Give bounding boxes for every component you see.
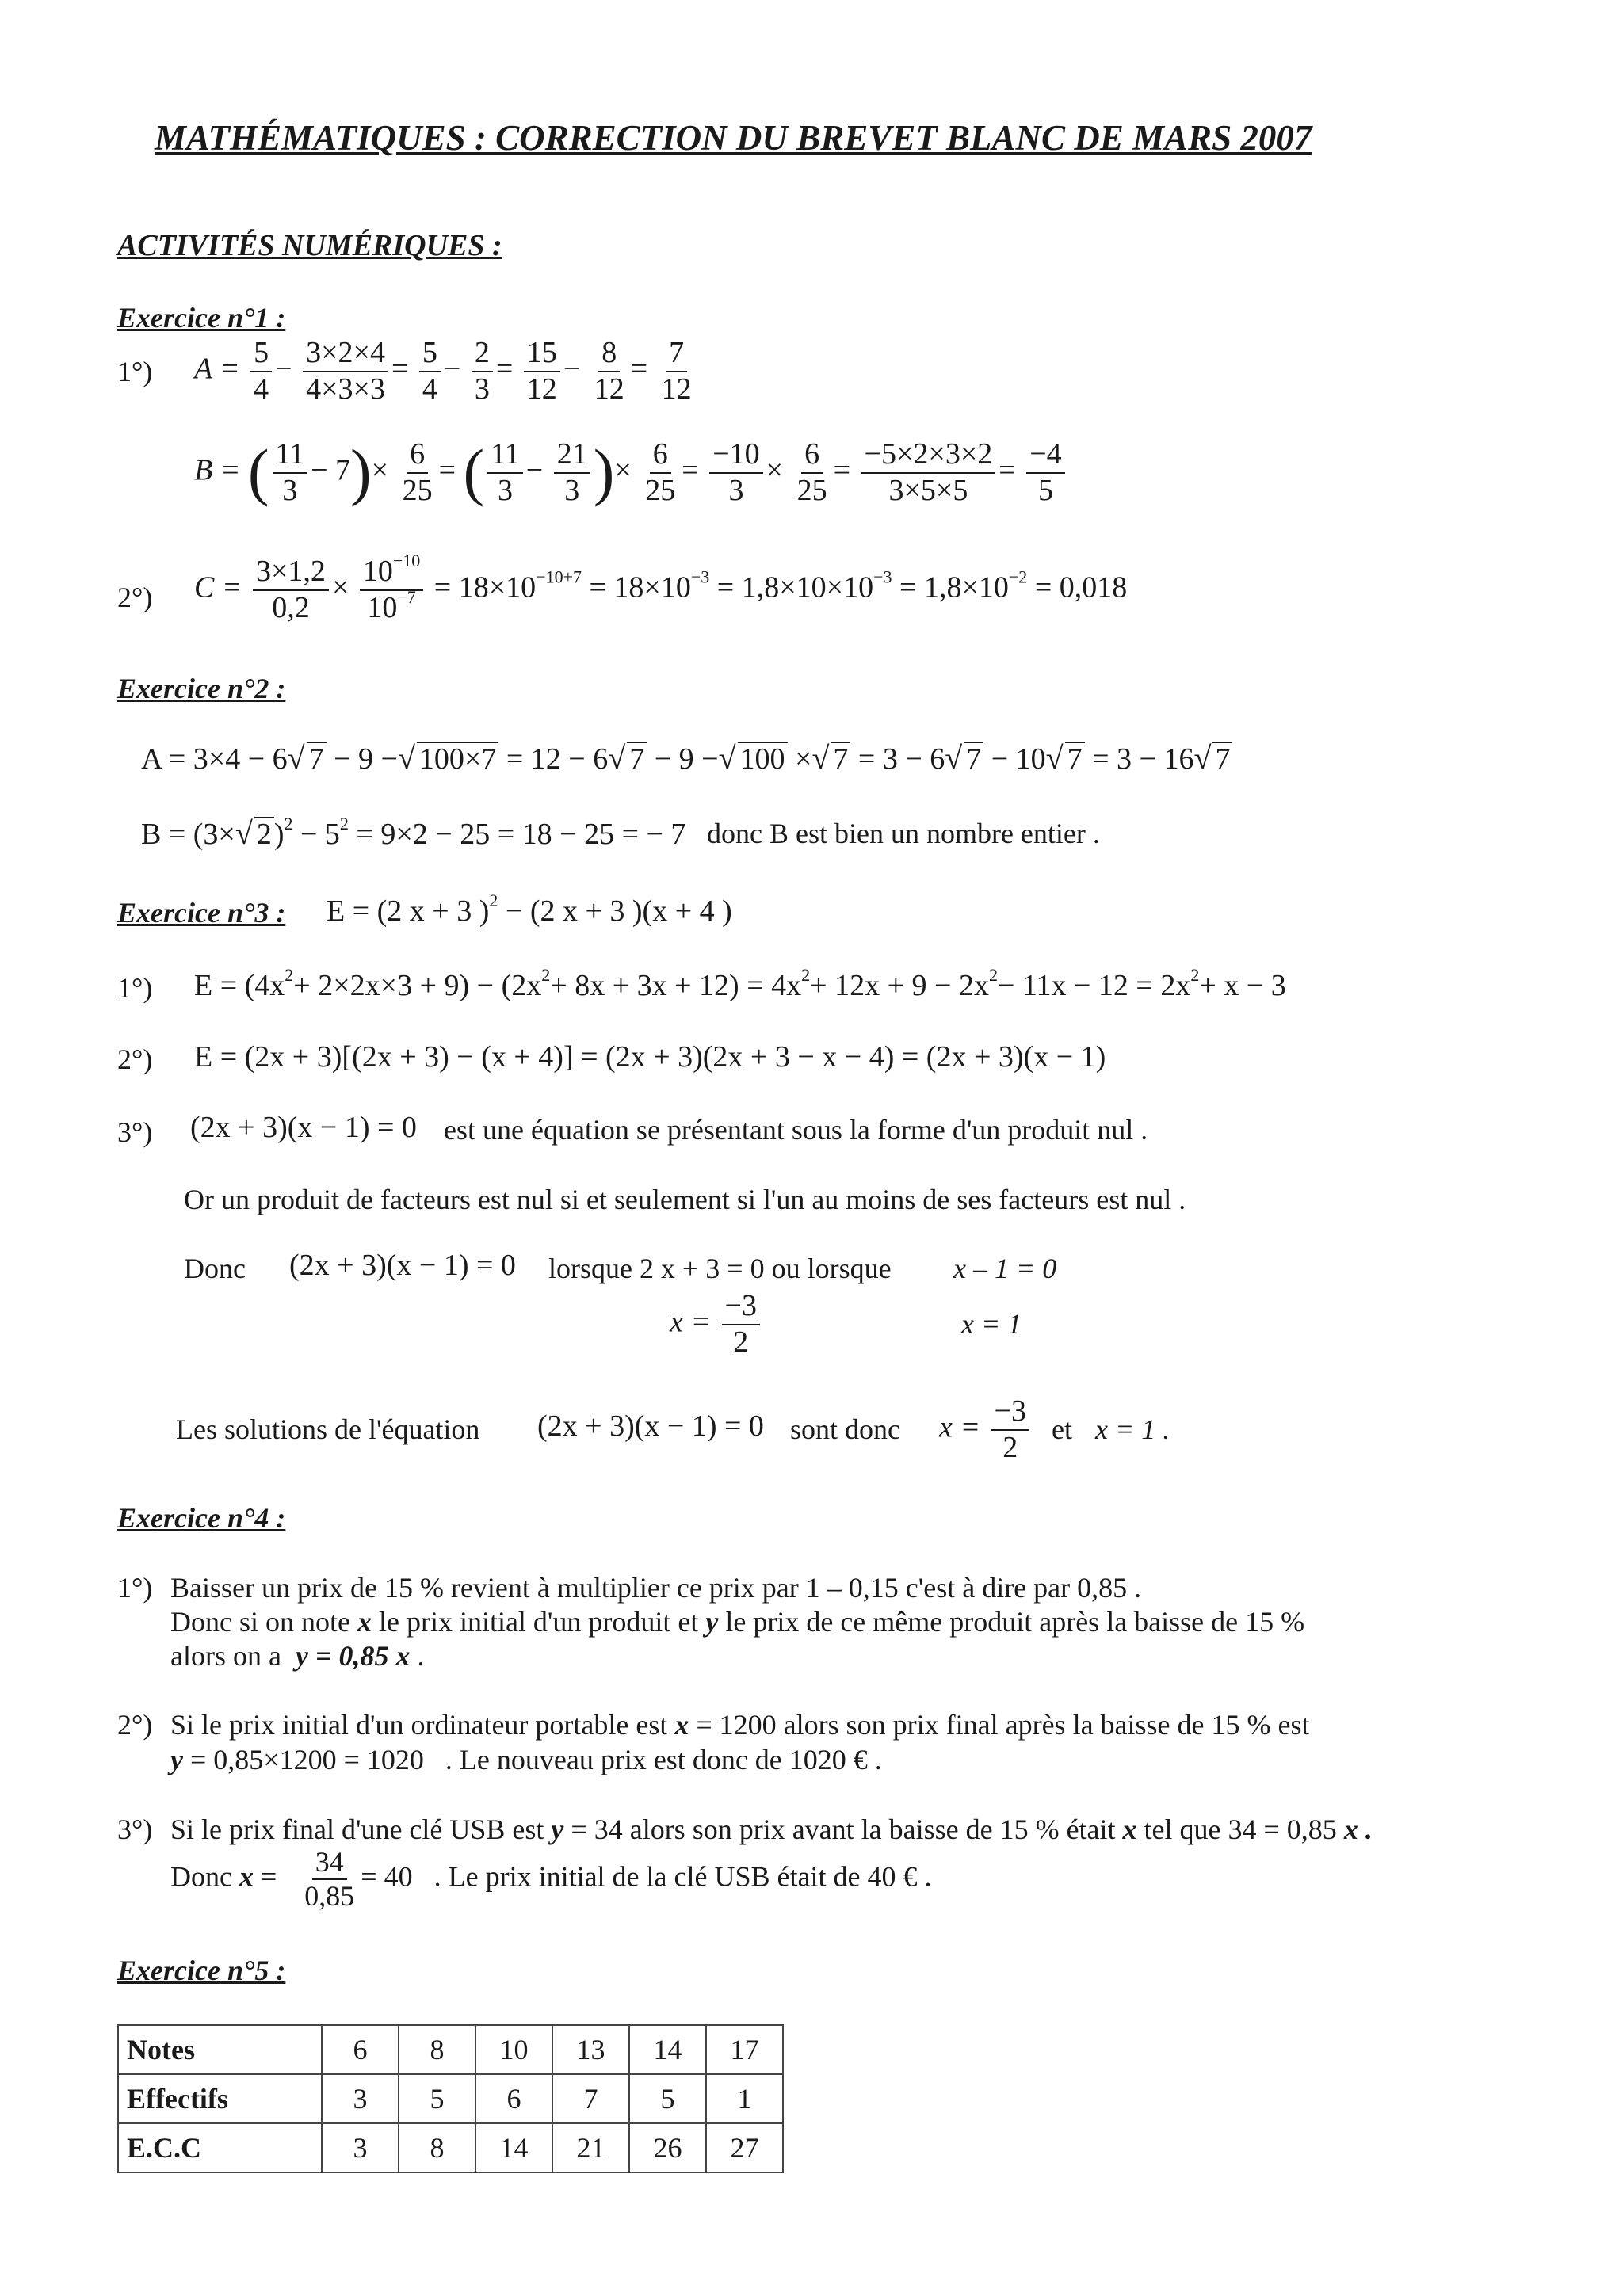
ex3-lorsque-2: x – 1 = 0 [953,1253,1057,1284]
table-cell: 26 [629,2123,706,2172]
row-label: E.C.C [118,2123,322,2172]
table-cell: 14 [475,2123,552,2172]
table-row-ecc [118,2123,783,2172]
table-cell: 1 [706,2074,783,2123]
ex3-equation: (2x + 3)(x − 1) = 0 [190,1111,417,1144]
exercise-5-heading: Exercice n°5 : [117,1955,286,1986]
table-cell: 5 [629,2074,706,2123]
exercise-1-heading: Exercice n°1 : [117,302,286,334]
ex3-equation-comment: est une équation se présentant sous la forme d'un produit nul . [444,1114,1148,1146]
statistics-table [117,2024,784,2173]
exercise-2-heading: Exercice n°2 : [117,673,286,704]
table-cell: 14 [629,2025,706,2074]
ex3-line-1: $E = (4x^2+ 2\times 2x\times 3 + 9) - (2x^2+ 8x + 3x + 12) = 4x^2+ 12x + 9 - 2x^2- 11x - 12 = 2x^2+ x - 3$ [194,965,1286,1002]
ex4-p1-line2: Donc si on note x le prix initial d'un produit et y le prix de ce même produit après la baisse de 15 % [170,1606,1305,1638]
row-label: Effectifs [118,2074,322,2123]
table-cell: 3 [322,2074,399,2123]
table-cell: 8 [399,2123,475,2172]
ex1-q2-label: 2°) [117,582,153,613]
ex1-formula-C: C = $\frac{3\times 1,2}{0,2}$ × $\frac{10^{-10}}{10^{-7}}$ = $18\times 10^{-10+7} = 18\times 10^{-3} = 1,8\times 10\times 10^{-3} = 1,8\times 10^{-2} = 0,018$ [194,551,1128,624]
ex3-conclusion-text: Les solutions de l'équation [176,1413,480,1445]
table-cell: 6 [475,2074,552,2123]
exercise-4-heading: Exercice n°4 : [117,1502,286,1534]
table-cell: 5 [399,2074,475,2123]
ex2-formula-B: B = (3×√ $2)^2 - 5^2 = 9\times 2 - 25 = 18 - 25$ = − 7 [141,814,686,851]
ex3-conclusion-equation: (2x + 3)(x − 1) = 0 [537,1409,764,1443]
ex3-donc: Donc [184,1253,246,1284]
ex3-conclusion-sont-donc: sont donc [790,1413,900,1445]
table-cell: 27 [706,2123,783,2172]
ex3-q2-label: 2°) [117,1043,153,1075]
ex3-conclusion-x2: x = 1 . [1095,1413,1170,1445]
table-row-notes [118,2025,783,2074]
ex4-q2-label: 2°) [117,1709,153,1741]
table-cell: 8 [399,2025,475,2074]
ex3-conclusion-et: et [1052,1413,1072,1445]
ex4-p2-line2: y = 0,85×1200 = 1020 . Le nouveau prix est donc de 1020 € . [170,1744,882,1775]
exercise-3-heading: Exercice n°3 : [117,897,286,929]
table-cell: 13 [552,2025,629,2074]
ex4-p3-line1: Si le prix final d'une clé USB est y = 34 alors son prix avant la baisse de 15 % était x tel que 34 = 0,85 x . [170,1814,1373,1845]
table-cell: 6 [322,2025,399,2074]
ex1-q1-label: 1°) [117,356,153,387]
table-cell: 17 [706,2025,783,2074]
ex1-formula-B: B = ( $\frac{11}{3}$ − 7)× $\frac{6}{25}$ = ( $\frac{11}{3}$ − $\frac{21}{3}$ )× $\frac{6}{25}$ = $\frac{-10}{3}$ × $\frac{6}{25}$ = $\frac{-5\times 2\times 3\times 2}{3\times 5\times 5}$ = $\frac{-4}{5}$ [194,437,1068,508]
ex3-rule: Or un produit de facteurs est nul si et seulement si l'un au moins de ses facteurs est nul . [184,1184,1186,1215]
ex3-q3-label: 3°) [117,1116,153,1148]
ex3-formula-E: E = (2 x + 3 )$^2$ − (2 x + 3 )(x + 4 ) [327,891,732,928]
ex3-q1-label: 1°) [117,972,153,1004]
ex4-p1-line3: alors on a y = 0,85 x . [170,1640,425,1672]
section-heading: ACTIVITÉS NUMÉRIQUES : [117,229,502,262]
page-title: MATHÉMATIQUES : CORRECTION DU BREVET BLANC DE MARS 2007 [155,118,1312,158]
ex3-line-2: E = (2x + 3)[(2x + 3) − (x + 4)] = (2x + 3)(2x + 3 − x − 4) = (2x + 3)(x − 1) [194,1040,1106,1074]
ex3-lorsque-1: lorsque 2 x + 3 = 0 ou lorsque [548,1253,892,1284]
ex4-p1-line1: Baisser un prix de 15 % revient à multiplier ce prix par 1 – 0,15 c'est à dire par 0,85 . [170,1572,1142,1604]
ex3-solution-1: x = $\frac{-3}{2}$ [670,1289,763,1360]
ex1-formula-A: A = $\frac{5}{4}$ − $\frac{3\times 2\times 4}{4\times 3\times 3}$ = $\frac{5}{4}$ − $\frac{2}{3}$ = $\frac{15}{12}$ − $\frac{8}{12}$ = $\frac{7}{12}$ [194,336,692,406]
ex4-q3-label: 3°) [117,1814,153,1845]
ex2-comment: donc B est bien un nombre entier . [707,818,1100,849]
ex3-solution-2: x = 1 [961,1308,1022,1340]
ex4-p2-line1: Si le prix initial d'un ordinateur portable est x = 1200 alors son prix final après la baisse de 15 % est [170,1709,1310,1741]
ex3-conclusion-x1: x = $\frac{-3}{2}$ [939,1394,1033,1465]
ex4-q1-label: 1°) [117,1572,153,1604]
table-row-effectifs [118,2074,783,2123]
ex2-formula-A: A = 3×4 − 6√ 7 − 9 −√ 100×7 = 12 − 6√ 7 − 9 −√ 100 ×√ 7 = 3 − 6√ 7 − 10√ 7 = 3 − 16√ 7 [141,741,1232,776]
ex4-p3-line2: Donc x = $\frac{34}{0,85}$ = 40 . Le prix initial de la clé USB était de 40 € . [170,1846,932,1913]
table-cell: 3 [322,2123,399,2172]
table-cell: 7 [552,2074,629,2123]
ex3-donc-equation: (2x + 3)(x − 1) = 0 [289,1249,516,1282]
table-cell: 21 [552,2123,629,2172]
table-cell: 10 [475,2025,552,2074]
row-label: Notes [118,2025,322,2074]
